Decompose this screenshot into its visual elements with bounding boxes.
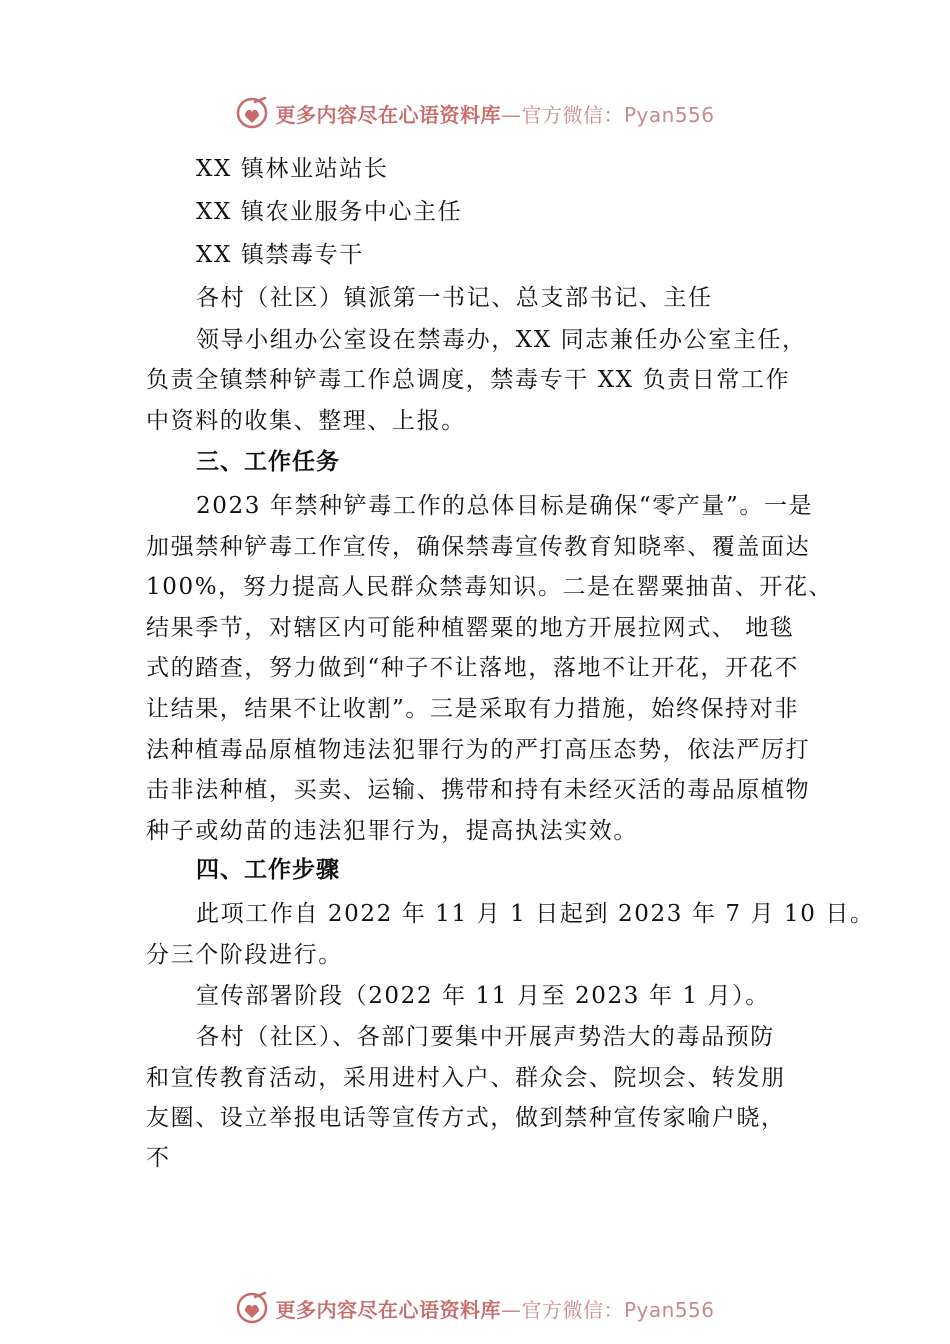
paragraph-line: 2023 年禁种铲毒工作的总体目标是确保“零产量”。一是 <box>196 493 814 519</box>
paragraph-line: 和宣传教育活动，采用进村入户、群众会、院坝会、转发朋 <box>146 1065 786 1091</box>
paragraph-line: 式的踏查，努力做到“种子不让落地，落地不让开花，开花不 <box>146 655 799 681</box>
watermark-header <box>0 96 950 130</box>
paragraph-line: 100%，努力提高人民群众禁毒知识。二是在罂粟抽苗、开花、 <box>146 574 834 600</box>
paragraph-line: 各村（社区）、各部门要集中开展声势浩大的毒品预防 <box>196 1024 775 1050</box>
paragraph-line: 领导小组办公室设在禁毒办，XX 同志兼任办公室主任， <box>196 327 807 353</box>
watermark-sep: — <box>500 1297 522 1322</box>
watermark-main: 更多内容尽在心语资料库 <box>275 102 501 127</box>
section-heading-steps: 四、工作步骤 <box>196 857 340 883</box>
watermark-text <box>275 1294 714 1323</box>
watermark-text <box>275 99 714 128</box>
watermark-footer <box>0 1291 950 1325</box>
watermark-account: Pyan556 <box>623 1297 715 1322</box>
watermark-main: 更多内容尽在心语资料库 <box>275 1297 501 1322</box>
member-line-agriculture: XX 镇农业服务中心主任 <box>196 199 463 225</box>
paragraph-line: 不 <box>146 1145 171 1171</box>
paragraph-line: 友圈、设立举报电话等宣传方式，做到禁种宣传家喻户晓， <box>146 1105 786 1131</box>
paragraph-line: 结果季节，对辖区内可能种植罂粟的地方开展拉网式、 地毯 <box>146 615 795 641</box>
watermark-sub: 官方微信： <box>521 102 624 127</box>
paragraph-line: 加强禁种铲毒工作宣传，确保禁毒宣传教育知晓率、覆盖面达 <box>146 534 811 560</box>
paragraph-line: 让结果，结果不让收割”。三是采取有力措施，始终保持对非 <box>146 696 799 722</box>
section-heading-tasks: 三、工作任务 <box>196 449 340 475</box>
heart-pen-logo-icon <box>235 1291 269 1325</box>
member-line-antidrug: XX 镇禁毒专干 <box>196 242 364 268</box>
member-line-forestry: XX 镇林业站站长 <box>196 156 389 182</box>
watermark-account: Pyan556 <box>623 102 715 127</box>
paragraph-line: 法种植毒品原植物违法犯罪行为的严打高压态势，依法严厉打 <box>146 737 811 763</box>
watermark-sep: — <box>500 102 522 127</box>
paragraph-line: 中资料的收集、整理、上报。 <box>146 408 466 434</box>
paragraph-line: 击非法种植，买卖、运输、携带和持有未经灭活的毒品原植物 <box>146 777 811 803</box>
paragraph-line: 分三个阶段进行。 <box>146 942 343 968</box>
heart-pen-logo-icon <box>235 96 269 130</box>
paragraph-line: 此项工作自 2022 年 11 月 1 日起到 2023 年 7 月 10 日。 <box>196 901 875 927</box>
member-line-villages: 各村（社区）镇派第一书记、总支部书记、主任 <box>196 285 713 311</box>
phase-title: 宣传部署阶段（2022 年 11 月至 2023 年 1 月）。 <box>196 983 770 1009</box>
paragraph-line: 种子或幼苗的违法犯罪行为，提高执法实效。 <box>146 818 638 844</box>
watermark-sub: 官方微信： <box>521 1297 624 1322</box>
paragraph-line: 负责全镇禁种铲毒工作总调度，禁毒专干 XX 负责日常工作 <box>146 367 791 393</box>
